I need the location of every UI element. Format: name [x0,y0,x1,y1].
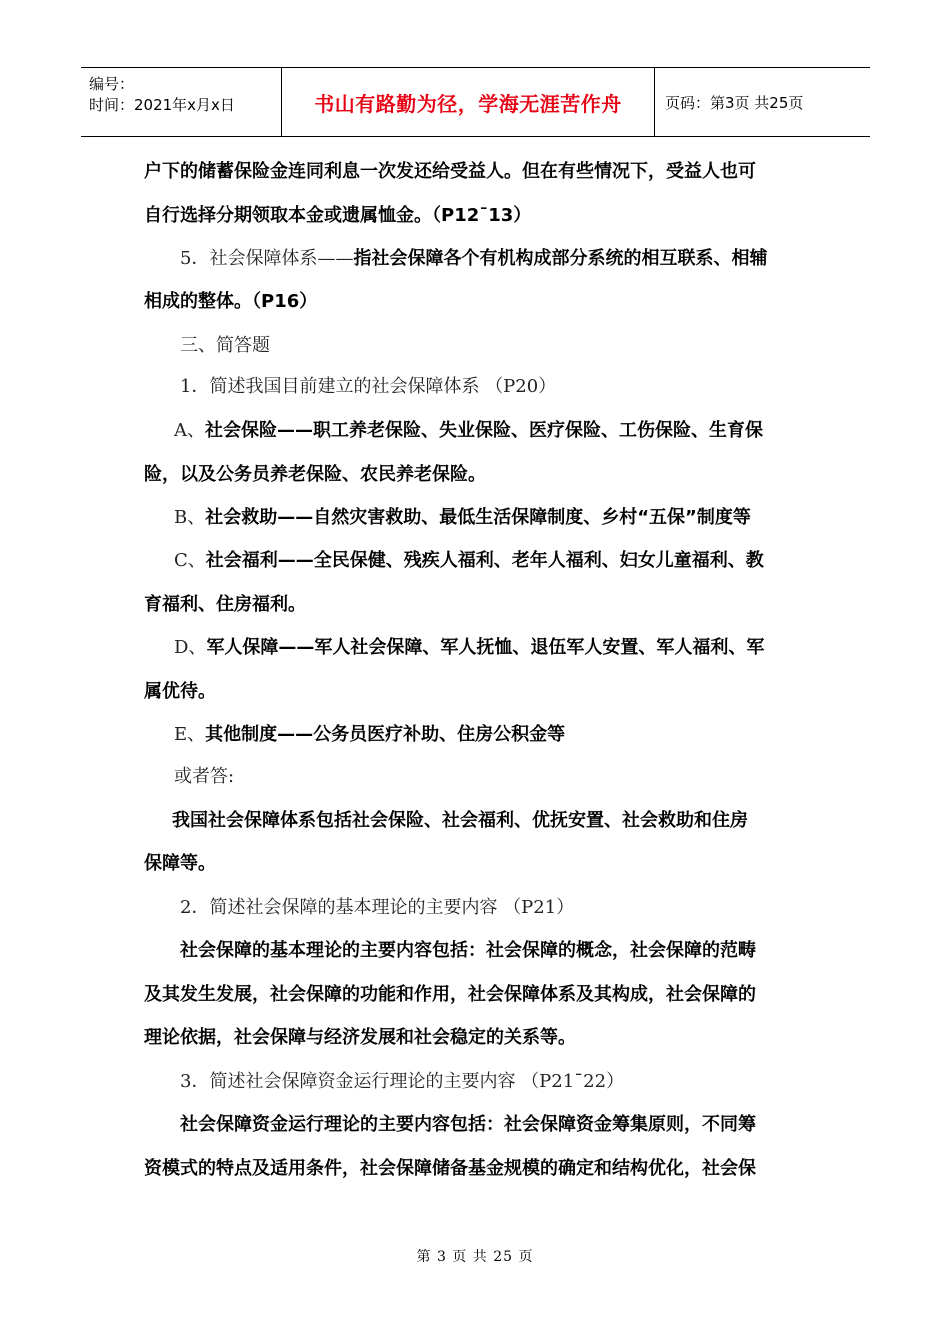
text-line: 险，以及公务员养老保险、农民养老保险。 [144,464,486,485]
text-line [174,549,764,573]
text-line: 育福利、住房福利。 [144,594,306,615]
page-footer: 第 3 页 共 25 页 [416,1249,534,1265]
text-line [174,636,764,660]
text-line: 相成的整体。（P16） [144,291,318,312]
text-line [180,247,767,271]
text-line [174,723,565,747]
text-line: 户下的储蓄保险金连同利息一次发还给受益人。但在有些情况下，受益人也可 [144,161,756,182]
line-prefix: D、 [174,637,207,658]
line-text: 其他制度——公务员医疗补助、住房公积金等 [205,724,566,745]
text-line: 3．简述社会保障资金运行理论的主要内容 （P21¯22） [180,1071,625,1092]
line-text: 指社会保障各个有机构成部分系统的相互联系、相辅 [353,248,768,269]
line-text: 军人保障——军人社会保障、军人抚恤、退伍军人安置、军人福利、军 [206,637,765,658]
text-line: 理论依据，社会保障与经济发展和社会稳定的关系等。 [144,1027,576,1048]
text-line [174,506,751,530]
text-line: 或者答: [174,766,235,787]
text-line [174,419,763,443]
header-page-info: 页码：第3页 共25页 [665,93,804,112]
header-meta [81,68,282,136]
line-prefix: A、 [174,420,205,441]
header-motto-cell [282,68,655,136]
line-text: 社会救助——自然灾害救助、最低生活保障制度、乡村“五保”制度等 [205,507,751,528]
line-prefix: C、 [174,550,206,571]
time-label: 时间：2021年x月x日 [89,96,235,114]
text-line: 三、简答题 [180,335,270,356]
number-label: 编号： [89,75,135,93]
text-line: 社会保障的基本理论的主要内容包括：社会保障的概念，社会保障的范畴 [180,940,756,961]
text-line: 保障等。 [144,853,216,874]
text-line: 1．简述我国目前建立的社会保障体系 （P20） [180,376,557,397]
line-prefix: E、 [174,724,206,745]
text-line: 资模式的特点及适用条件，社会保障储备基金规模的确定和结构优化，社会保 [144,1158,756,1179]
text-line: 自行选择分期领取本金或遗属恤金。（P12¯13） [144,205,532,226]
line-prefix: 5．社会保障体系—— [180,248,354,269]
text-line: 2．简述社会保障的基本理论的主要内容 （P21） [180,897,575,918]
line-text: 社会保险——职工养老保险、失业保险、医疗保险、工伤保险、生育保 [205,420,763,441]
text-line: 属优待。 [144,681,216,702]
text-line: 社会保障资金运行理论的主要内容包括：社会保障资金筹集原则，不同筹 [180,1114,756,1135]
header-motto: 书山有路勤为径，学海无涯苦作舟 [314,91,622,116]
line-prefix: B、 [174,507,206,528]
text-line: 我国社会保障体系包括社会保险、社会福利、优抚安置、社会救助和住房 [172,810,748,831]
line-text: 社会福利——全民保健、残疾人福利、老年人福利、妇女儿童福利、教 [205,550,764,571]
text-line: 及其发生发展，社会保障的功能和作用，社会保障体系及其构成，社会保障的 [144,984,756,1005]
document-header [81,67,870,137]
